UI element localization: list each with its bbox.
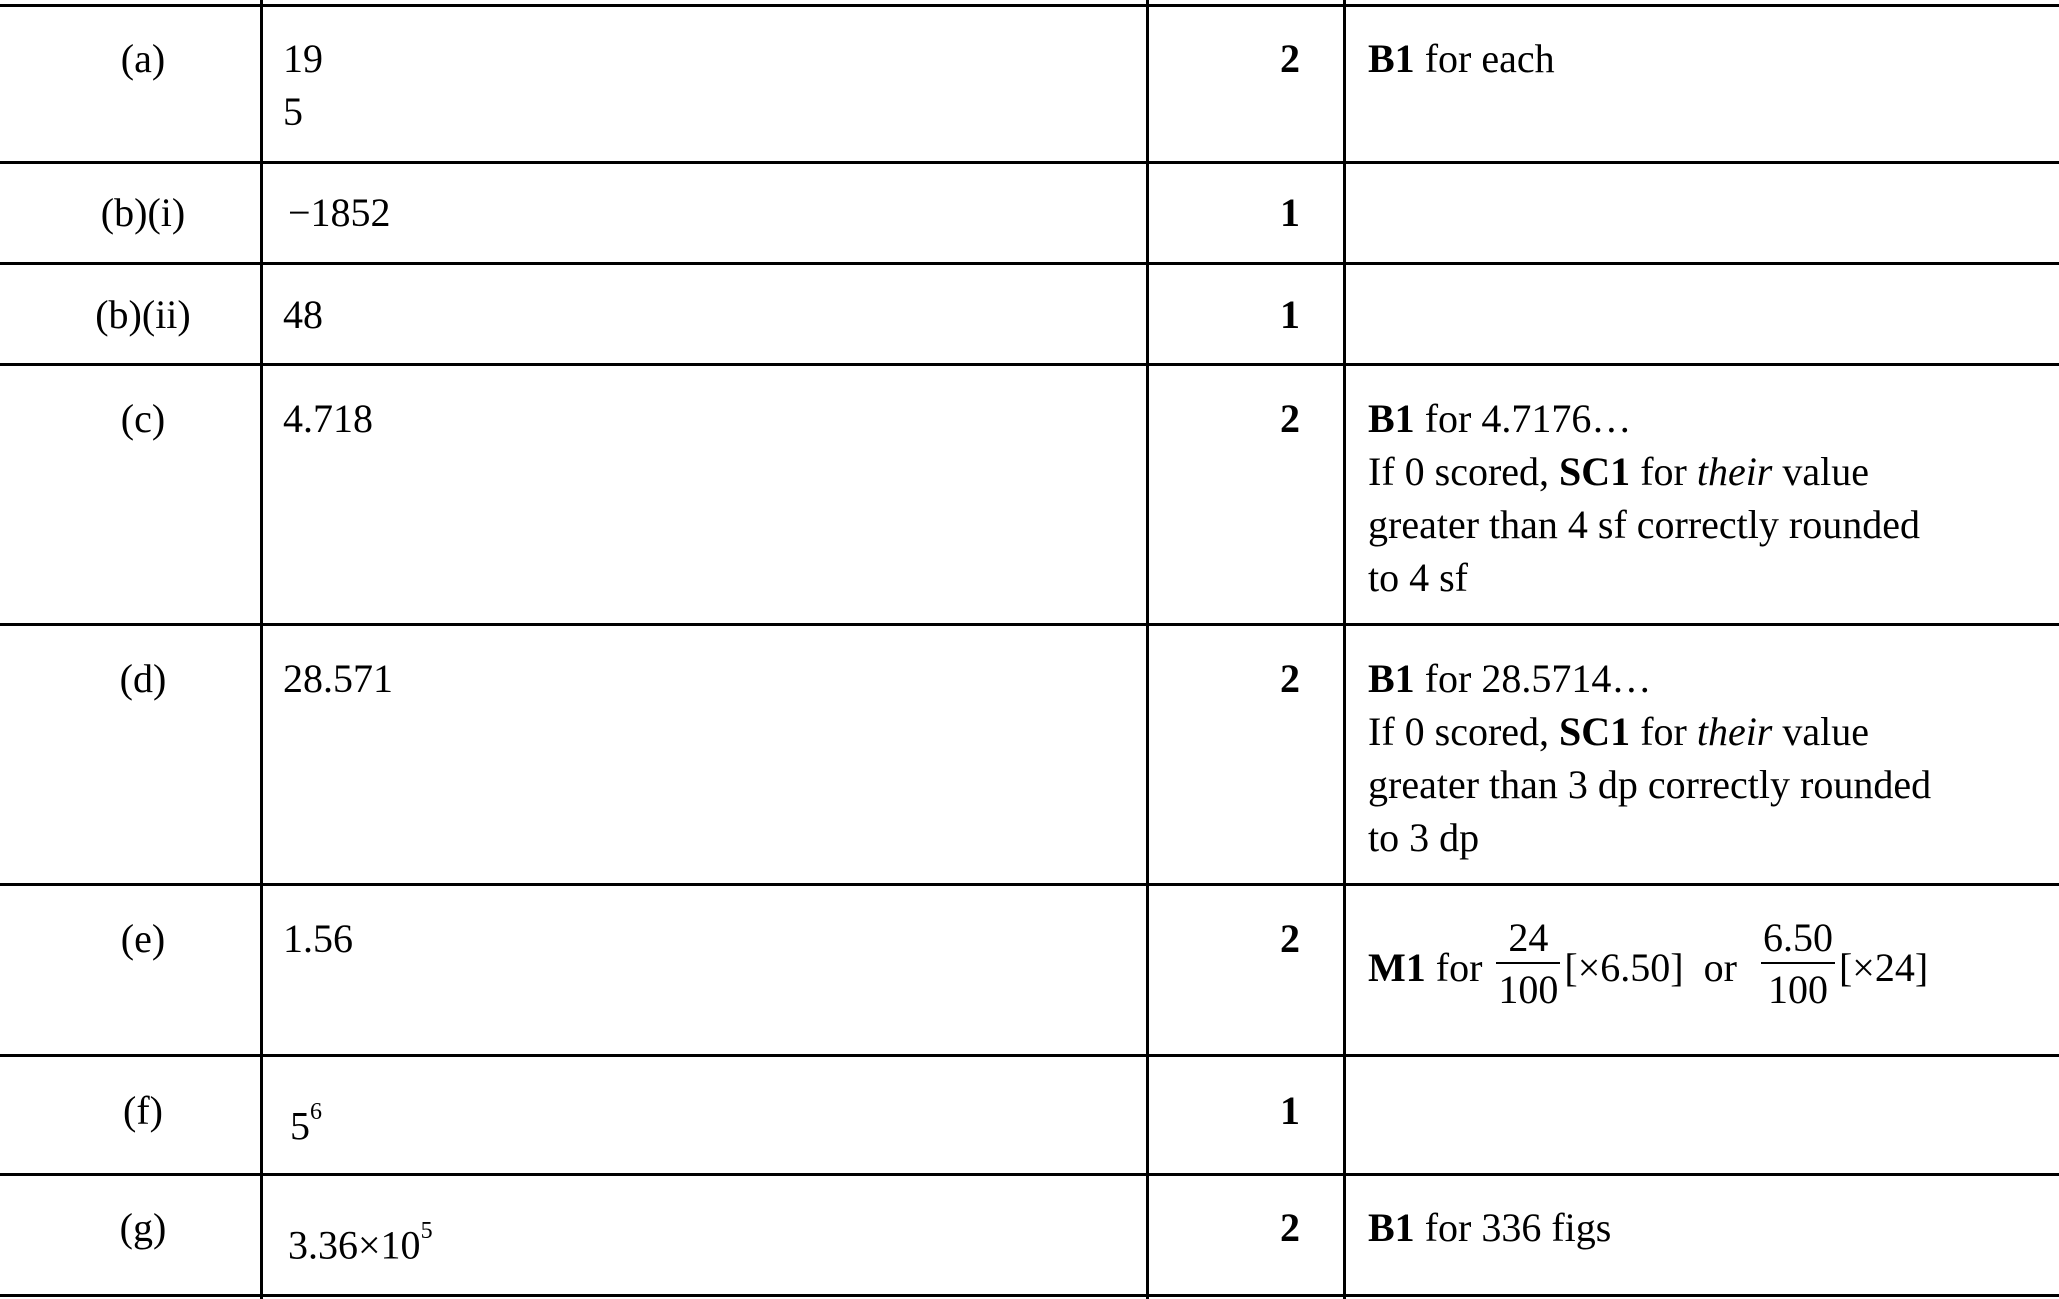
answer-value: 1.56	[283, 916, 353, 961]
guidance-text: greater than 4 sf correctly rounded	[1368, 502, 1920, 547]
part-label: (e)	[120, 916, 166, 961]
part-label: (b)(ii)	[95, 292, 191, 337]
row-divider	[0, 4, 2059, 7]
fraction	[1761, 915, 1835, 1012]
answer-value: 4.718	[283, 396, 373, 441]
part-label: (f)	[123, 1088, 163, 1133]
guidance-cell	[1368, 32, 1555, 85]
mark-code: SC1	[1559, 449, 1631, 494]
fraction-numerator: 24	[1496, 918, 1560, 964]
guidance-text: greater than 3 dp correctly rounded	[1368, 762, 1932, 807]
guidance-text: for 4.7176…	[1414, 396, 1632, 441]
mark-value: 1	[1280, 190, 1300, 235]
answer-base: 5	[290, 1103, 310, 1149]
guidance-text: for	[1630, 449, 1697, 494]
row-divider	[0, 1294, 2059, 1297]
answer-exponent: 6	[310, 1099, 322, 1125]
mark-value: 2	[1280, 396, 1300, 441]
guidance-text: If 0 scored,	[1368, 449, 1560, 494]
mark-value: 2	[1280, 656, 1300, 701]
guidance-text: value	[1772, 709, 1869, 754]
row-divider	[0, 623, 2059, 626]
row-divider	[0, 363, 2059, 366]
fraction-numerator: 6.50	[1761, 918, 1835, 964]
mark-value: 2	[1280, 916, 1300, 961]
row-divider	[0, 262, 2059, 265]
guidance-text: If 0 scored,	[1368, 709, 1560, 754]
row-divider	[0, 161, 2059, 164]
guidance-text: for each	[1414, 36, 1555, 81]
guidance-text: or	[1683, 945, 1757, 990]
answer-value: 28.571	[283, 656, 393, 701]
guidance-cell	[1368, 652, 1931, 864]
guidance-text: to 4 sf	[1368, 555, 1468, 600]
guidance-emphasis: their	[1696, 449, 1773, 494]
mark-code: SC1	[1559, 709, 1631, 754]
fraction-denominator: 100	[1767, 967, 1828, 1012]
guidance-emphasis: their	[1696, 709, 1773, 754]
guidance-cell	[1368, 392, 1920, 604]
guidance-cell	[1368, 915, 1929, 1014]
fraction	[1496, 915, 1560, 1012]
row-divider	[0, 1054, 2059, 1057]
guidance-text: to 3 dp	[1368, 815, 1480, 860]
mark-code: B1	[1368, 656, 1415, 701]
part-label: (b)(i)	[100, 190, 186, 235]
mark-value: 1	[1280, 292, 1300, 337]
mark-value: 2	[1280, 36, 1300, 81]
guidance-text: for	[1425, 945, 1493, 990]
mark-code: B1	[1368, 396, 1415, 441]
answer-base: 3.36×10	[288, 1222, 421, 1268]
mark-code: M1	[1368, 945, 1426, 990]
mark-code: B1	[1368, 1205, 1415, 1250]
mark-value: 2	[1280, 1205, 1300, 1250]
part-label: (d)	[119, 656, 167, 701]
answer-exponent: 5	[420, 1218, 433, 1244]
answer-line: 5	[283, 89, 303, 134]
answer-value: −1852	[288, 190, 391, 235]
answer-line: 19	[283, 36, 323, 81]
column-divider-mark	[1343, 0, 1346, 1299]
row-divider	[0, 1173, 2059, 1176]
guidance-cell	[1368, 1201, 1611, 1254]
fraction-denominator: 100	[1498, 967, 1559, 1012]
part-label: (g)	[119, 1205, 167, 1250]
row-divider	[0, 883, 2059, 886]
guidance-text: [×24]	[1838, 945, 1929, 990]
mark-value: 1	[1280, 1088, 1300, 1133]
mark-code: B1	[1368, 36, 1415, 81]
guidance-text: [×6.50]	[1564, 945, 1684, 990]
answer-value: 48	[283, 292, 323, 337]
part-label: (a)	[120, 36, 166, 81]
guidance-text: for 336 figs	[1414, 1205, 1612, 1250]
guidance-text: for 28.5714…	[1414, 656, 1652, 701]
guidance-text: value	[1772, 449, 1869, 494]
part-label: (c)	[120, 396, 166, 441]
guidance-text: for	[1630, 709, 1697, 754]
